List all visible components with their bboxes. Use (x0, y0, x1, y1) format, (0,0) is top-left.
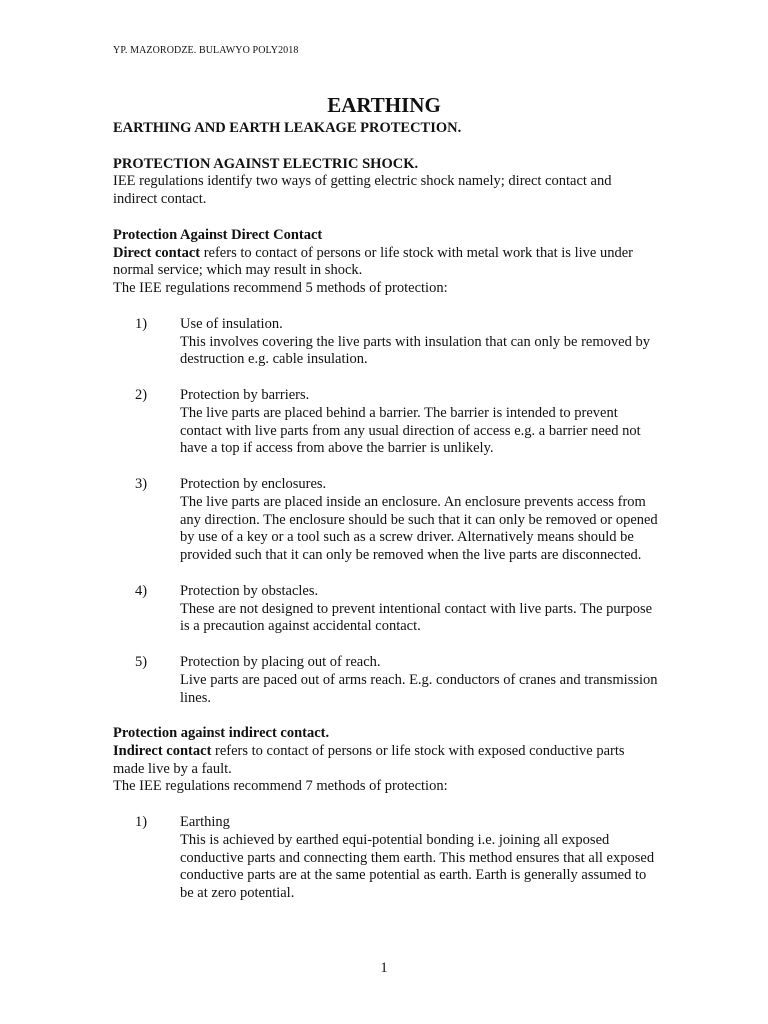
spacer (113, 369, 658, 387)
list-item-description: The live parts are placed inside an enclosure. An enclosure prevents access from any direction. The enclosure should be such that it can only be removed or opened by use of a key or a tool such as a screw driver. Alternatively means should be provided such that it can only be removed when the live parts are disconnected. (180, 493, 658, 564)
list-item-description: These are not designed to prevent intentional contact with live parts. The purpose is a precaution against accidental contact. (180, 600, 653, 635)
spacer (113, 458, 658, 476)
spacer (113, 209, 658, 227)
indirect-contact-definition-text: refers to contact of persons or life stock with exposed conductive parts made live by a fault. (113, 742, 625, 777)
list-item (113, 654, 658, 707)
section-heading-direct-contact: Protection Against Direct Contact (113, 226, 323, 243)
spacer (113, 138, 658, 156)
list-item-number: 1) (135, 315, 148, 332)
document-title: EARTHING (327, 93, 441, 117)
list-item-title: Use of insulation. (180, 315, 283, 332)
spacer (113, 707, 658, 725)
list-item (113, 387, 658, 458)
list-item (113, 476, 658, 565)
list-item-title: Earthing (180, 814, 230, 831)
spacer (113, 636, 658, 654)
indirect-contact-term: Indirect contact (113, 742, 212, 759)
indirect-methods-intro: The IEE regulations recommend 7 methods of protection: (113, 778, 448, 795)
list-item-description: The live parts are placed behind a barrier. The barrier is intended to prevent contact with live parts from any usual direction of access e.g. a barrier need not have a top if access from above the barrier is unlikely. (180, 404, 641, 457)
list-item (113, 316, 658, 369)
direct-contact-term: Direct contact (113, 244, 201, 261)
direct-methods-intro: The IEE regulations recommend 5 methods of protection: (113, 280, 448, 297)
section-text-electric-shock: IEE regulations identify two ways of getting electric shock namely; direct contact and indirect contact. (113, 173, 612, 208)
page-number: 1 (380, 960, 388, 976)
document-body (113, 120, 658, 903)
spacer (113, 796, 658, 814)
list-item-title: Protection by placing out of reach. (180, 653, 381, 670)
list-item-title: Protection by enclosures. (180, 475, 327, 492)
header-author-line: YP. MAZORODZE. BULAWYO POLY2018 (113, 45, 299, 56)
indirect-contact-definition (113, 743, 658, 779)
spacer (113, 565, 658, 583)
list-item-number: 4) (135, 582, 148, 599)
direct-contact-definition (113, 245, 658, 281)
list-item-description: Live parts are paced out of arms reach. E.g. conductors of cranes and transmission lines. (180, 671, 658, 706)
list-item-number: 5) (135, 653, 148, 670)
list-item-title: Protection by barriers. (180, 386, 310, 403)
direct-contact-definition-text: refers to contact of persons or life stock with metal work that is live under normal service; which may result in shock. (113, 244, 633, 279)
document-subtitle: EARTHING AND EARTH LEAKAGE PROTECTION. (113, 120, 462, 136)
list-item-description: This involves covering the live parts with insulation that can only be removed by destruction e.g. cable insulation. (180, 333, 650, 368)
list-item (113, 583, 658, 636)
section-heading-electric-shock: PROTECTION AGAINST ELECTRIC SHOCK. (113, 155, 419, 172)
list-item-title: Protection by obstacles. (180, 582, 319, 599)
list-item-number: 1) (135, 814, 148, 831)
list-item-number: 3) (135, 475, 148, 492)
section-heading-indirect-contact: Protection against indirect contact. (113, 725, 330, 742)
list-item-number: 2) (135, 386, 148, 403)
list-item (113, 814, 658, 903)
spacer (113, 298, 658, 316)
list-item-description: This is achieved by earthed equi-potential bonding i.e. joining all exposed conductive parts and connecting them earth. This method ensures that all exposed conductive parts are at the same potential as earth. Earth is generally assumed to be at zero potential. (180, 831, 655, 902)
